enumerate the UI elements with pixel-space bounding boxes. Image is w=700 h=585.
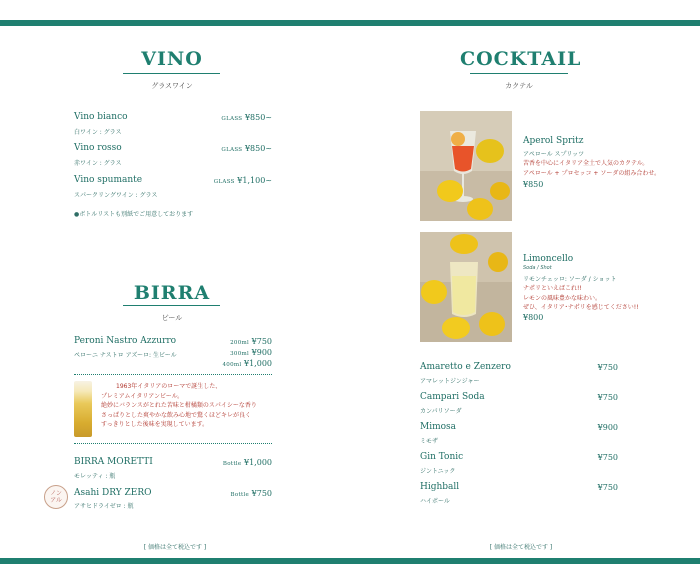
asahi-price: Bottle ¥750 (230, 489, 272, 498)
cocktail-name: Campari Soda (420, 392, 485, 402)
cocktail-price: ¥750 (597, 483, 618, 492)
cocktail-price: ¥750 (597, 393, 618, 402)
tax-note-right: [ 価格は全て税込です ] (489, 544, 553, 551)
cocktail-jp: アマレットジンジャー (420, 378, 480, 385)
cocktail-jp: カンパリソーダ (420, 408, 462, 415)
cocktail-jp: ミモザ (420, 438, 439, 445)
cocktail-subtitle: カクテル (505, 82, 533, 90)
cocktail-title-rule (470, 73, 568, 74)
peroni-size-price: 200ml ¥750 (230, 337, 272, 346)
wine-jp: 赤ワイン : グラス (74, 160, 122, 167)
asahi-name: Asahi DRY ZERO (74, 488, 152, 498)
wine-name: Vino bianco (74, 112, 128, 122)
vino-subtitle: グラスワイン (151, 82, 193, 90)
beer-glass-image (74, 381, 92, 437)
limoncello-sub: Soda / Shot (523, 265, 552, 271)
top-accent-bar (0, 20, 700, 26)
limoncello-photo (420, 232, 512, 342)
cocktail-name: Highball (420, 482, 460, 492)
limoncello-jp: リモンチェッロ: ソーダ / ショット (523, 276, 617, 283)
cocktail-title: COCKTAIL (460, 48, 582, 70)
aperol-spritz-photo (420, 111, 512, 221)
peroni-name: Peroni Nastro Azzurro (74, 336, 177, 346)
vino-title-rule (123, 73, 220, 74)
aperol-description: 苦香を中心にイタリア全土で人気のカクテル。 アペロール + プロセッコ + ソーダの組み合わせ。 (523, 160, 661, 177)
cocktail-price: ¥750 (597, 363, 618, 372)
peroni-description: 1963年イタリアのローマで誕生した、 プレミアムイタリアンビール。 絶妙にバランスがとれた苦味と柑橘類のスパイシーな香り さっぱりとした爽やかな飲み心地で驚くほどキレが良く すっきりとした後味を実現しています。 (101, 383, 257, 428)
aperol-jp: アペロール スプリッツ (523, 151, 585, 158)
dotted-divider (74, 374, 272, 375)
wine-jp: 白ワイン : グラス (74, 129, 122, 136)
tax-note-left: [ 価格は全て税込です ] (143, 544, 207, 551)
asahi-jp: アサヒドライゼロ : 瓶 (74, 503, 134, 510)
limoncello-description: ナポリといえばこれ!! レモンの風味豊かな味わい。 ぜひ、イタリア･ナポリを感じてください!! (523, 285, 639, 311)
cocktail-jp: ジントニック (420, 468, 456, 475)
cocktail-name: Amaretto e Zenzero (420, 362, 511, 372)
cocktail-name: Mimosa (420, 422, 457, 432)
badge-text: ノン アル (50, 490, 62, 504)
cocktail-price: ¥750 (597, 453, 618, 462)
wine-price: GLASS ¥850~ (221, 144, 272, 153)
moretti-price: Bottle ¥1,000 (222, 458, 272, 467)
dotted-divider (74, 443, 272, 444)
birra-title-rule (123, 305, 220, 306)
peroni-jp: ペローニ ナストロ アズーロ: 生ビール (74, 352, 177, 359)
limoncello-name: Limoncello (523, 254, 574, 264)
wine-jp: スパークリングワイン : グラス (74, 192, 158, 199)
peroni-size-price: 300ml ¥900 (230, 348, 272, 357)
aperol-price: ¥850 (523, 180, 544, 189)
moretti-jp: モレッティ : 瓶 (74, 473, 116, 480)
limoncello-price: ¥800 (523, 313, 544, 322)
cocktail-name: Gin Tonic (420, 452, 464, 462)
bottle-list-note: ●ボトルリストも別紙でご用意しております (74, 211, 194, 218)
birra-title: BIRRA (133, 282, 211, 304)
non-alcohol-badge (44, 485, 68, 509)
peroni-size-price: 400ml ¥1,000 (222, 359, 272, 368)
wine-price: GLASS ¥1,100~ (213, 176, 272, 185)
bottom-accent-bar (0, 558, 700, 564)
aperol-name: Aperol Spritz (523, 136, 584, 146)
wine-name: Vino rosso (74, 143, 122, 153)
vino-title: VINO (141, 48, 203, 70)
moretti-name: BIRRA MORETTI (74, 457, 153, 467)
wine-name: Vino spumante (74, 175, 143, 185)
birra-subtitle: ビール (161, 314, 183, 322)
wine-price: GLASS ¥850~ (221, 113, 272, 122)
cocktail-jp: ハイボール (420, 498, 450, 505)
cocktail-price: ¥900 (597, 423, 618, 432)
